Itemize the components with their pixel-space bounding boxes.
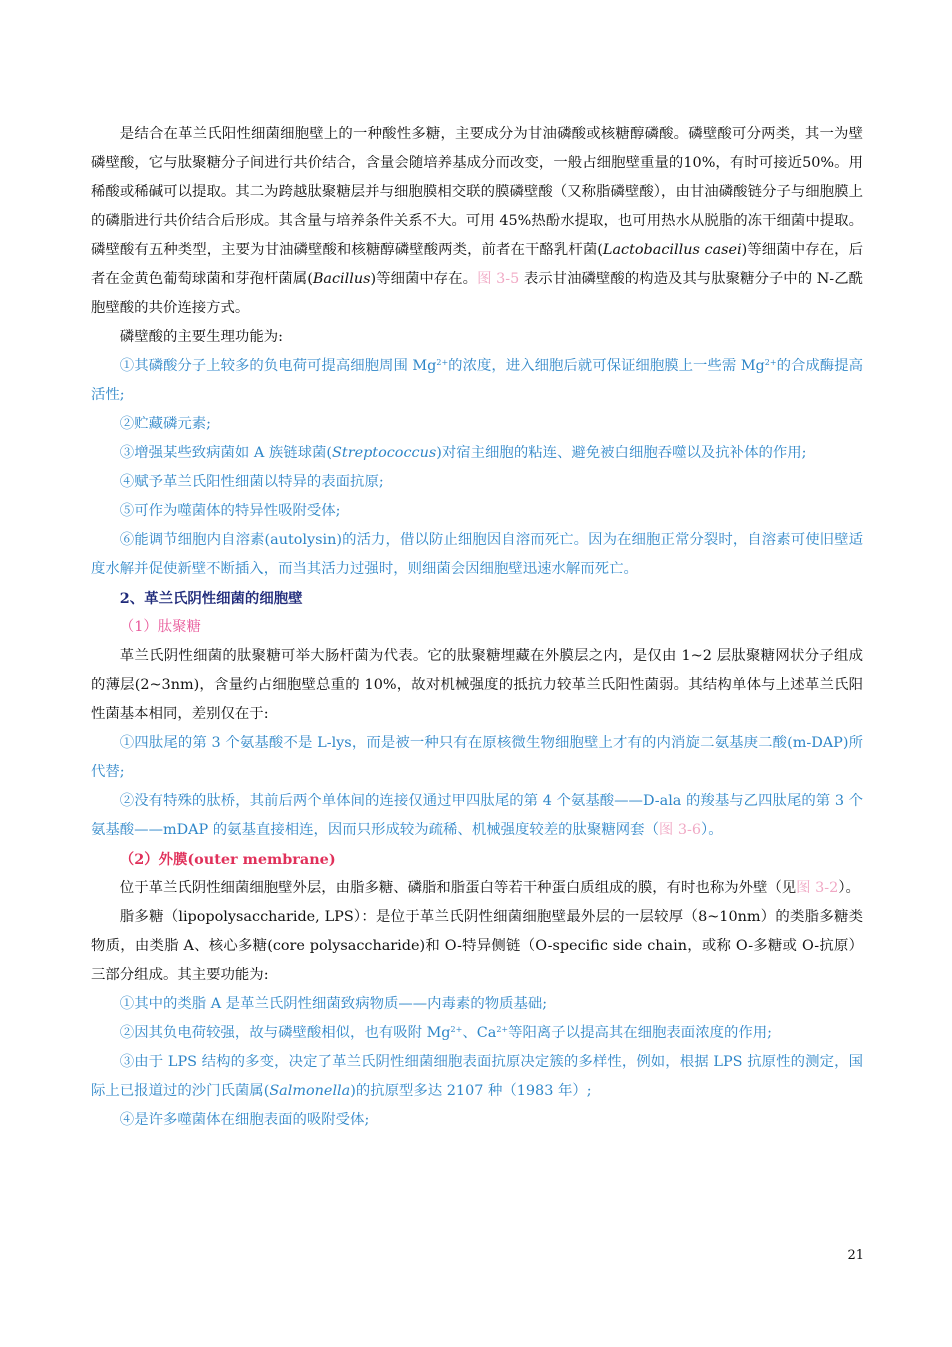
figure-reference[interactable]: 图 3-6 (658, 822, 702, 838)
list-item: ③由于 LPS 结构的多变，决定了革兰氏阴性细菌细胞表面抗原决定簇的多样性，例如，根据 LPS 抗原性的测定，国际上已报道过的沙门氏菌属(Salmonella)的抗原型多达 2107 种（1983 年）; (91, 1054, 863, 1099)
subsection-heading: （2）外膜(outer membrane) (119, 851, 336, 868)
page-content (91, 120, 863, 1135)
list-item: ⑤可作为噬菌体的特异性吸附受体; (119, 503, 341, 519)
superscript: 2+ (496, 1025, 509, 1034)
list-item: ①其中的类脂 A 是革兰氏阴性细菌致病物质——内毒素的物质基础; (119, 996, 548, 1012)
list-item: ①其磷酸分子上较多的负电荷可提高细胞周围 $Mg^{2+}$的浓度，进入细胞后就可保证细胞膜上一些需 $Mg^{2+}$的合成酶提高活性; (91, 358, 863, 403)
superscript: 2+ (436, 358, 449, 367)
text-run: 表示甘油磷壁酸的构造及其与肽聚糖分子中的 N-乙酰胞壁酸的共价连接方式。 (91, 271, 863, 316)
list-item: ②没有特殊的肽桥，其前后两个单体间的连接仅通过甲四肽尾的第 4 个氨基酸——D-ala 的羧基与乙四肽尾的第 3 个氨基酸——mDAP 的氨基直接相连，因而只形成较为疏稀、机械强度较差的肽聚糖网套（图 3-6）。 (91, 793, 863, 838)
text-run: )等细菌中存在，后者在金黄色葡萄球菌和芽孢杆菌属( (91, 242, 863, 287)
list-item: ①四肽尾的第 3 个氨基酸不是 L-lys，而是被一种只有在原核微生物细胞壁上才有的内消旋二氨基庚二酸(m-DAP)所代替; (91, 735, 863, 780)
list-item: ⑥能调节细胞内自溶素(autolysin)的活力，借以防止细胞因自溶而死亡。因为在细胞正常分裂时，自溶素可使旧壁适度水解并促使新壁不断插入，而当其活力过强时，则细菌会因细胞壁迅速水解而死亡。 (91, 532, 863, 577)
page-number: 21 (847, 1248, 864, 1263)
species-name: Bacillus (312, 271, 371, 287)
species-name: Salmonella (269, 1083, 351, 1099)
text-run: 是结合在革兰氏阳性细菌细胞壁上的一种酸性多糖，主要成分为甘油磷酸或核糖醇磷酸。磷壁酸可分两类，其一为壁磷壁酸，它与肽聚糖分子间进行共价结合，含量会随培养基成分而改变，一般占细胞壁重量的10%，有时可接近50%。用稀酸或稀碱可以提取。其二为跨越肽聚糖层并与细胞膜相交联的膜磷壁酸（又称脂磷壁酸），由甘油磷酸链分子与细胞膜上的磷脂进行共价结合后形成。其含量与培养条件关系不大。可用 45%热酚水提取，也可用热水从脱脂的冻干细菌中提取。磷壁酸有五种类型，主要为甘油磷壁酸和核糖醇磷壁酸两类，前者在干酪乳杆菌( (91, 126, 863, 258)
paragraph-functions-intro: 磷壁酸的主要生理功能为: (119, 329, 283, 345)
list-item: ④是许多噬菌体在细胞表面的吸附受体; (119, 1112, 370, 1128)
paragraph-teichoic-acid (91, 120, 863, 323)
paragraph-outer-membrane: 位于革兰氏阴性细菌细胞壁外层，由脂多糖、磷脂和脂蛋白等若干种蛋白质组成的膜，有时也称为外壁（见图 3-2）。 (119, 880, 860, 896)
superscript: 2+ (450, 1025, 463, 1034)
list-item: ④赋予革兰氏阳性细菌以特异的表面抗原; (119, 474, 384, 490)
subsection-heading: （1）肽聚糖 (119, 619, 201, 635)
paragraph-lps: 脂多糖（lipopolysaccharide, LPS）：是位于革兰氏阴性细菌细胞壁最外层的一层较厚（8~10nm）的类脂多糖类物质，由类脂 A、核心多糖(core polysaccharide)和 O-特异侧链（O-specific side chain，或称 O-多糖或 O-抗原）三部分组成。其主要功能为: (91, 909, 863, 983)
list-item: ③增强某些致病菌如 A 族链球菌(Streptococcus)对宿主细胞的粘连、避免被白细胞吞噬以及抗补体的作用; (119, 445, 807, 461)
list-item: ②贮藏磷元素; (119, 416, 211, 432)
list-item: ②因其负电荷较强，故与磷壁酸相似，也有吸附 $Mg^{2+}$、$Ca^{2+}$等阳离子以提高其在细胞表面浓度的作用; (119, 1025, 772, 1041)
species-name: Streptococcus (332, 445, 437, 461)
superscript: 2+ (764, 358, 777, 367)
paragraph-peptidoglycan: 革兰氏阴性细菌的肽聚糖可举大肠杆菌为代表。它的肽聚糖埋藏在外膜层之内，是仅由 1~2 层肽聚糖网状分子组成的薄层(2~3nm)，含量约占细胞壁总重的 10%，故对机械强度的抵抗力较革兰氏阳性菌弱。其结构单体与上述革兰氏阳性菌基本相同，差别仅在于: (91, 648, 863, 722)
text-run: )等细菌中存在。 (370, 271, 478, 287)
section-heading: 2、革兰氏阴性细菌的细胞壁 (119, 590, 303, 607)
figure-reference[interactable]: 图 3-5 (477, 271, 520, 287)
figure-reference[interactable]: 图 3-2 (796, 880, 839, 896)
species-name: Lactobacillus casei (602, 242, 742, 258)
